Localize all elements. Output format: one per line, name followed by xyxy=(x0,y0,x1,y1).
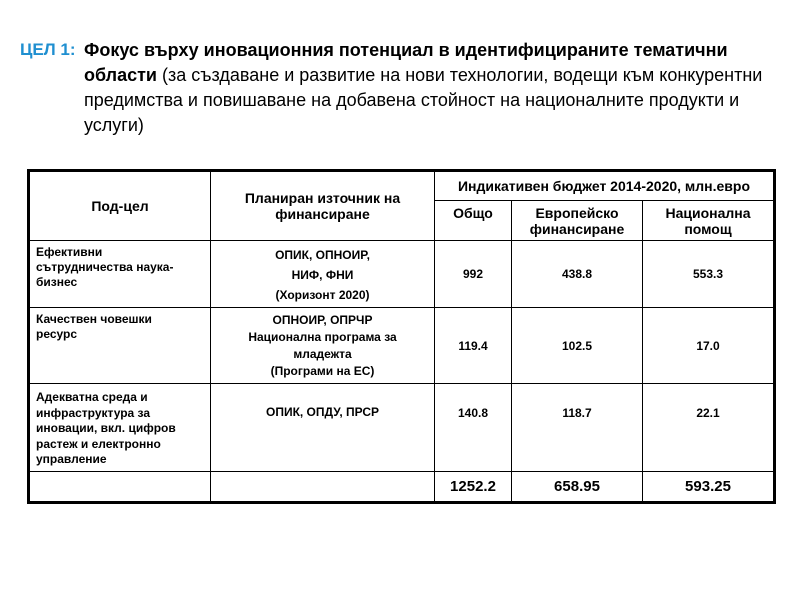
funding-source-line: (Програми на ЕС) xyxy=(270,364,375,378)
national-value: 22.1 xyxy=(643,384,775,472)
subgoal-line: управление xyxy=(36,452,107,466)
subgoal-line: растеж и електронно xyxy=(36,436,161,451)
total-value: 140.8 xyxy=(435,384,512,472)
grand-total-value: 1252.2 xyxy=(435,472,512,503)
eu-value: 102.5 xyxy=(512,308,643,384)
header-national-aid: Национална помощ xyxy=(643,201,775,241)
grand-national-value: 593.25 xyxy=(643,472,775,503)
grand-eu-value: 658.95 xyxy=(512,472,643,503)
subgoal-line: сътрудничества наука- xyxy=(36,260,174,274)
totals-empty-cell xyxy=(29,472,211,503)
goal-title-bold: Фокус върху иновационния потенциал в идентифицираните тематични области xyxy=(84,40,728,85)
totals-row xyxy=(29,472,775,503)
header-total: Общо xyxy=(435,201,512,241)
goal-title xyxy=(84,38,774,138)
budget-table xyxy=(27,169,776,504)
funding-source-line: ОПНОИР, ОПРЧР xyxy=(272,313,373,327)
table-row xyxy=(29,384,775,472)
funding-source-cell xyxy=(211,384,435,472)
subgoal-line: инфраструктура за xyxy=(36,405,151,420)
goal-title-description: (за създаване и развитие на нови технологии, водещи към конкурентни предимства и повишаване на добавена стойност на националните продукти и услуги) xyxy=(84,65,763,135)
goal-label: ЦЕЛ 1: xyxy=(20,40,76,59)
header-eu-funding: Европейско финансиране xyxy=(512,201,643,241)
subgoal-line: иновации, вкл. цифров xyxy=(36,421,176,435)
subgoal-line: ресурс xyxy=(36,327,78,341)
funding-source-line: ОПИК, ОПНОИР, xyxy=(275,248,370,262)
table-row xyxy=(29,241,775,308)
header-row xyxy=(29,171,775,201)
eu-value: 438.8 xyxy=(512,241,643,308)
funding-source-line: ОПИК, ОПДУ, ПРСР xyxy=(265,405,379,419)
total-value: 119.4 xyxy=(435,308,512,384)
header-subgoal: Под-цел xyxy=(29,171,211,241)
funding-source-line: (Хоризонт 2020) xyxy=(275,288,370,302)
funding-source-cell xyxy=(211,241,435,308)
funding-source-line: младежта xyxy=(293,347,352,361)
subgoal-cell xyxy=(29,241,211,308)
funding-source-cell xyxy=(211,308,435,384)
subgoal-line: бизнес xyxy=(36,275,78,289)
subgoal-line: Ефективни xyxy=(36,245,103,259)
table-row xyxy=(29,308,775,384)
header-indicative-budget: Индикативен бюджет 2014-2020, млн.евро xyxy=(435,171,775,201)
subgoal-cell xyxy=(29,308,211,384)
funding-source-line: Национална програма за xyxy=(248,330,397,344)
funding-source-line: НИФ, ФНИ xyxy=(291,268,354,282)
totals-empty-cell xyxy=(211,472,435,503)
national-value: 553.3 xyxy=(643,241,775,308)
subgoal-line: Адекватна среда и xyxy=(36,390,148,404)
subgoal-line: Качествен човешки xyxy=(36,312,152,326)
subgoal-cell xyxy=(29,384,211,472)
national-value: 17.0 xyxy=(643,308,775,384)
header-funding-source: Планиран източник на финансиране xyxy=(211,171,435,241)
total-value: 992 xyxy=(435,241,512,308)
eu-value: 118.7 xyxy=(512,384,643,472)
